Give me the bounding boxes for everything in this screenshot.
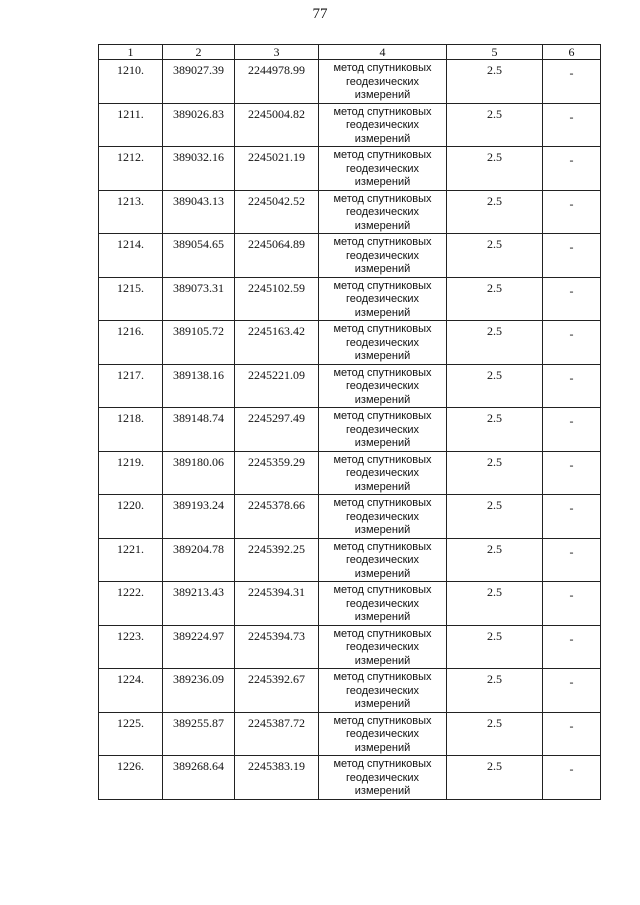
method-cell: метод спутниковых геодезических измерений bbox=[319, 495, 447, 539]
coordinate-x: 389032.16 bbox=[163, 147, 235, 191]
accuracy-cell: 2.5 bbox=[447, 190, 543, 234]
table-row bbox=[99, 234, 601, 278]
table-row bbox=[99, 756, 601, 800]
note-cell: - bbox=[543, 582, 601, 626]
note-cell: - bbox=[543, 756, 601, 800]
method-cell: метод спутниковых геодезических измерений bbox=[319, 451, 447, 495]
method-cell: метод спутниковых геодезических измерений bbox=[319, 60, 447, 104]
table-row bbox=[99, 451, 601, 495]
note-cell: - bbox=[543, 364, 601, 408]
coordinate-x: 389180.06 bbox=[163, 451, 235, 495]
coordinate-x: 389043.13 bbox=[163, 190, 235, 234]
coordinate-y: 2245392.67 bbox=[235, 669, 319, 713]
coordinate-y: 2244978.99 bbox=[235, 60, 319, 104]
note-cell: - bbox=[543, 625, 601, 669]
table-row bbox=[99, 277, 601, 321]
table-row bbox=[99, 321, 601, 365]
coordinate-y: 2245359.29 bbox=[235, 451, 319, 495]
accuracy-cell: 2.5 bbox=[447, 234, 543, 278]
table-row bbox=[99, 408, 601, 452]
accuracy-cell: 2.5 bbox=[447, 321, 543, 365]
note-cell: - bbox=[543, 408, 601, 452]
coordinate-x: 389255.87 bbox=[163, 712, 235, 756]
accuracy-cell: 2.5 bbox=[447, 538, 543, 582]
coordinate-y: 2245387.72 bbox=[235, 712, 319, 756]
note-cell: - bbox=[543, 538, 601, 582]
accuracy-cell: 2.5 bbox=[447, 495, 543, 539]
note-cell: - bbox=[543, 190, 601, 234]
column-header: 4 bbox=[319, 45, 447, 60]
note-cell: - bbox=[543, 277, 601, 321]
accuracy-cell: 2.5 bbox=[447, 669, 543, 713]
point-number: 1213. bbox=[99, 190, 163, 234]
column-header: 6 bbox=[543, 45, 601, 60]
accuracy-cell: 2.5 bbox=[447, 277, 543, 321]
note-cell: - bbox=[543, 147, 601, 191]
coordinate-x: 389105.72 bbox=[163, 321, 235, 365]
table-row bbox=[99, 669, 601, 713]
coordinate-x: 389026.83 bbox=[163, 103, 235, 147]
accuracy-cell: 2.5 bbox=[447, 756, 543, 800]
point-number: 1225. bbox=[99, 712, 163, 756]
method-cell: метод спутниковых геодезических измерений bbox=[319, 712, 447, 756]
method-cell: метод спутниковых геодезических измерений bbox=[319, 756, 447, 800]
note-cell: - bbox=[543, 234, 601, 278]
table-row bbox=[99, 712, 601, 756]
coordinate-x: 389224.97 bbox=[163, 625, 235, 669]
point-number: 1211. bbox=[99, 103, 163, 147]
accuracy-cell: 2.5 bbox=[447, 408, 543, 452]
method-cell: метод спутниковых геодезических измерений bbox=[319, 625, 447, 669]
table-row bbox=[99, 60, 601, 104]
note-cell: - bbox=[543, 451, 601, 495]
accuracy-cell: 2.5 bbox=[447, 103, 543, 147]
coordinate-x: 389027.39 bbox=[163, 60, 235, 104]
table-row bbox=[99, 190, 601, 234]
method-cell: метод спутниковых геодезических измерений bbox=[319, 103, 447, 147]
coordinate-x: 389236.09 bbox=[163, 669, 235, 713]
point-number: 1224. bbox=[99, 669, 163, 713]
coordinate-y: 2245064.89 bbox=[235, 234, 319, 278]
coordinate-y: 2245394.73 bbox=[235, 625, 319, 669]
table-row bbox=[99, 625, 601, 669]
coordinate-x: 389138.16 bbox=[163, 364, 235, 408]
point-number: 1222. bbox=[99, 582, 163, 626]
coordinate-y: 2245383.19 bbox=[235, 756, 319, 800]
coordinate-x: 389268.64 bbox=[163, 756, 235, 800]
point-number: 1223. bbox=[99, 625, 163, 669]
note-cell: - bbox=[543, 321, 601, 365]
accuracy-cell: 2.5 bbox=[447, 60, 543, 104]
coordinate-x: 389148.74 bbox=[163, 408, 235, 452]
coordinate-y: 2245297.49 bbox=[235, 408, 319, 452]
point-number: 1219. bbox=[99, 451, 163, 495]
note-cell: - bbox=[543, 712, 601, 756]
table-row bbox=[99, 364, 601, 408]
table-row bbox=[99, 538, 601, 582]
note-cell: - bbox=[543, 669, 601, 713]
method-cell: метод спутниковых геодезических измерений bbox=[319, 582, 447, 626]
coordinate-x: 389204.78 bbox=[163, 538, 235, 582]
coordinates-table bbox=[98, 44, 601, 800]
table-row bbox=[99, 103, 601, 147]
column-header: 1 bbox=[99, 45, 163, 60]
point-number: 1226. bbox=[99, 756, 163, 800]
coordinate-y: 2245392.25 bbox=[235, 538, 319, 582]
note-cell: - bbox=[543, 60, 601, 104]
method-cell: метод спутниковых геодезических измерений bbox=[319, 669, 447, 713]
accuracy-cell: 2.5 bbox=[447, 582, 543, 626]
column-header: 2 bbox=[163, 45, 235, 60]
point-number: 1220. bbox=[99, 495, 163, 539]
point-number: 1218. bbox=[99, 408, 163, 452]
table-row bbox=[99, 495, 601, 539]
page-number: 77 bbox=[312, 6, 328, 22]
coordinate-y: 2245021.19 bbox=[235, 147, 319, 191]
point-number: 1216. bbox=[99, 321, 163, 365]
point-number: 1214. bbox=[99, 234, 163, 278]
table-header-row bbox=[99, 45, 601, 60]
coordinate-x: 389073.31 bbox=[163, 277, 235, 321]
method-cell: метод спутниковых геодезических измерений bbox=[319, 408, 447, 452]
accuracy-cell: 2.5 bbox=[447, 451, 543, 495]
table-row bbox=[99, 147, 601, 191]
coordinate-x: 389193.24 bbox=[163, 495, 235, 539]
accuracy-cell: 2.5 bbox=[447, 147, 543, 191]
method-cell: метод спутниковых геодезических измерений bbox=[319, 190, 447, 234]
column-header: 5 bbox=[447, 45, 543, 60]
method-cell: метод спутниковых геодезических измерений bbox=[319, 364, 447, 408]
method-cell: метод спутниковых геодезических измерений bbox=[319, 321, 447, 365]
coordinate-x: 389054.65 bbox=[163, 234, 235, 278]
table-row bbox=[99, 582, 601, 626]
accuracy-cell: 2.5 bbox=[447, 625, 543, 669]
coordinate-y: 2245004.82 bbox=[235, 103, 319, 147]
point-number: 1215. bbox=[99, 277, 163, 321]
coordinate-x: 389213.43 bbox=[163, 582, 235, 626]
method-cell: метод спутниковых геодезических измерений bbox=[319, 277, 447, 321]
coordinate-y: 2245394.31 bbox=[235, 582, 319, 626]
method-cell: метод спутниковых геодезических измерений bbox=[319, 147, 447, 191]
column-header: 3 bbox=[235, 45, 319, 60]
point-number: 1217. bbox=[99, 364, 163, 408]
point-number: 1210. bbox=[99, 60, 163, 104]
point-number: 1212. bbox=[99, 147, 163, 191]
coordinate-y: 2245102.59 bbox=[235, 277, 319, 321]
point-number: 1221. bbox=[99, 538, 163, 582]
note-cell: - bbox=[543, 103, 601, 147]
coordinate-y: 2245221.09 bbox=[235, 364, 319, 408]
coordinate-y: 2245163.42 bbox=[235, 321, 319, 365]
coordinate-y: 2245042.52 bbox=[235, 190, 319, 234]
method-cell: метод спутниковых геодезических измерений bbox=[319, 234, 447, 278]
note-cell: - bbox=[543, 495, 601, 539]
accuracy-cell: 2.5 bbox=[447, 712, 543, 756]
method-cell: метод спутниковых геодезических измерений bbox=[319, 538, 447, 582]
accuracy-cell: 2.5 bbox=[447, 364, 543, 408]
coordinate-y: 2245378.66 bbox=[235, 495, 319, 539]
